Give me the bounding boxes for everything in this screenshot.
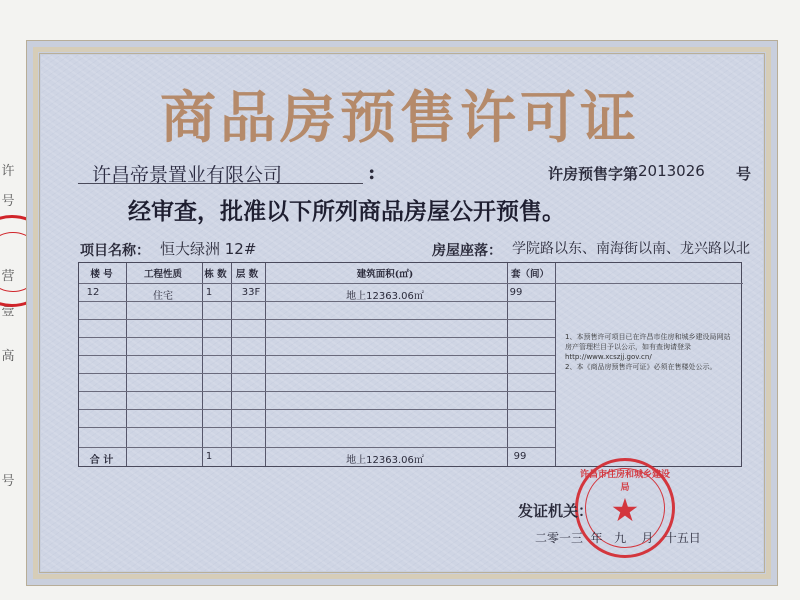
total-count: 1 — [205, 451, 213, 462]
cell-count: 1 — [205, 287, 213, 298]
company-name: 许昌帝景置业有限公司 — [92, 164, 283, 186]
table-row-line — [79, 337, 555, 338]
total-units: 99 — [513, 451, 527, 462]
table-header: 套（间） — [510, 269, 549, 280]
table-header: 工程性质 — [143, 269, 182, 280]
table-header: 建筑面积(㎡) — [356, 269, 414, 280]
issuer-label: 发证机关： — [518, 502, 594, 520]
table-row-line — [79, 319, 555, 320]
edge-char: 高 — [1, 349, 15, 364]
table-header: 层 数 — [235, 269, 259, 280]
certificate-title: 商品房预售许可证 — [160, 85, 640, 151]
permit-number: 2013026 — [638, 162, 705, 180]
cell-area: 地上12363.06㎡ — [346, 291, 424, 302]
permit-suffix: 号 — [736, 165, 752, 183]
approval-statement: 经审查，批准以下所列商品房屋公开预售。 — [128, 198, 565, 225]
address-label: 房屋座落： — [432, 243, 502, 259]
project-label: 项目名称： — [80, 243, 150, 259]
seal-text: 许昌市住房和城乡建设局 — [579, 470, 670, 493]
total-area: 地上12363.06㎡ — [346, 455, 424, 466]
table-header: 栋 数 — [204, 269, 227, 280]
cell-units: 99 — [509, 287, 523, 298]
address-value: 学院路以东、南海街以南、龙兴路以北 — [512, 241, 750, 257]
table-row-line — [79, 409, 555, 410]
company-underline — [78, 183, 363, 184]
notes-block — [565, 332, 737, 372]
table-row-line — [79, 355, 555, 356]
edge-char: 营 — [1, 269, 15, 284]
permit-prefix: 许房预售字第 — [548, 165, 639, 183]
total-label: 合 计 — [89, 455, 114, 466]
note-item: 1、本预售许可项目已在许昌市住房和城乡建设局网站房产管理栏目予以公示，如有查询请登录 http://www.xcszjj.gov.cn/ — [565, 333, 731, 361]
note-item: 2、本《商品房预售许可证》必须在售楼处公示。 — [565, 363, 717, 371]
table-row-line — [79, 373, 555, 374]
table-row-line — [79, 427, 555, 428]
edge-char: 号 — [1, 194, 15, 209]
seal-star-icon: ★ — [610, 491, 640, 529]
table-row-line — [79, 447, 555, 448]
table-row-line — [79, 391, 555, 392]
edge-char: 许 — [1, 164, 15, 179]
table-row-line — [79, 283, 743, 284]
project-name: 恒大绿洲 12# — [160, 240, 257, 258]
cell-building: 12 — [86, 287, 100, 298]
edge-char: 壹 — [1, 304, 15, 319]
edge-char: 号 — [1, 474, 15, 489]
issue-date: 二零一三 年 九 月 十五日 — [535, 531, 701, 545]
table-header: 楼 号 — [90, 269, 113, 280]
cell-floors: 33F — [241, 287, 261, 298]
company-colon: : — [368, 160, 376, 184]
table-divider — [555, 263, 556, 466]
cell-nature: 住宅 — [153, 291, 173, 302]
